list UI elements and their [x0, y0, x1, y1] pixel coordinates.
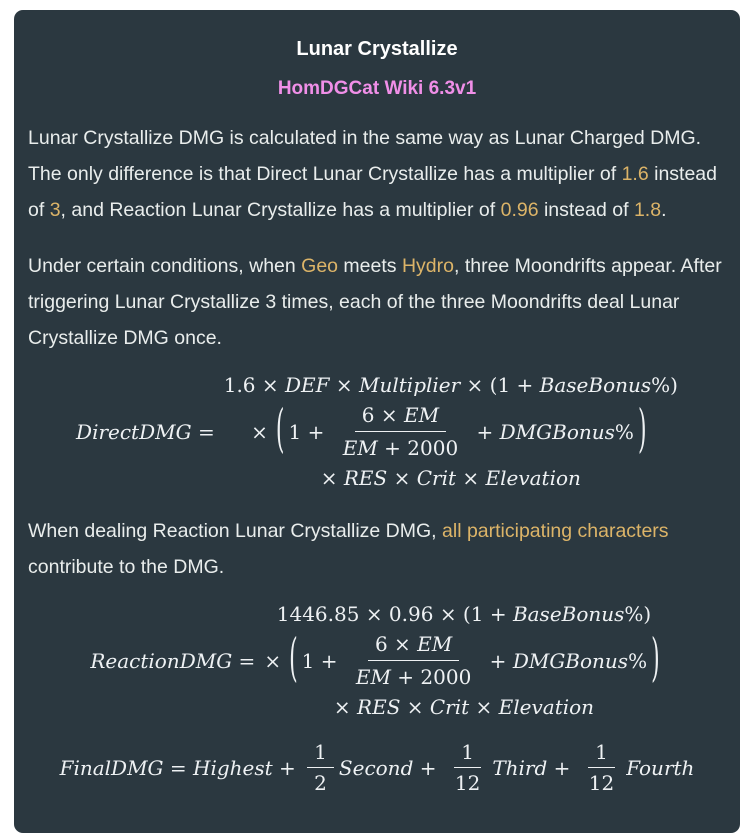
formula-line-1: 1446.85 × 0.96 × (1 + BaseBonus %) — [276, 602, 652, 626]
paragraph-direct-vs-reaction: Lunar Crystallize DMG is calculated in the same way as Lunar Charged DMG. The only difference is that Direct Lunar Crystallize has a multiplier of 1.6 instead of 3, and Reaction Lunar Crystallize has a multiplier of 0.96 instead of 1.8. — [28, 127, 717, 221]
fraction-numerator: 6 × EM — [368, 631, 459, 661]
fraction-numerator: 1 — [307, 740, 334, 768]
fraction-denominator: 12 — [454, 771, 481, 795]
times-operator: × — [251, 419, 268, 444]
open-paren: ( — [275, 400, 285, 460]
em-fraction — [336, 402, 465, 461]
formula-lhs: ReactionDMG = — [90, 648, 256, 673]
paragraph-moondrifts: Under certain conditions, when Geo meets Hydro, three Moondrifts appear. After triggering Lunar Crystallize 3 times, each of the three Moondrifts deal Lunar Crystallize DMG once. — [28, 255, 722, 349]
formula-rhs — [224, 370, 678, 493]
twelfth-fraction — [448, 740, 487, 795]
open-paren: ( — [289, 629, 298, 689]
formula-line-2-post: + DMGBonus% — [483, 648, 648, 673]
final-seg-4: Fourth — [626, 755, 695, 780]
wiki-card — [14, 10, 740, 833]
formula-lhs: DirectDMG = — [76, 419, 215, 444]
paragraph-reaction-contribution: When dealing Reaction Lunar Crystallize DMG, all participating characters contribute to the DMG. — [28, 520, 669, 578]
wiki-version-link[interactable]: HomDGCat Wiki 6.3v1 — [277, 78, 477, 99]
formula-line-3: × RES × Crit × Elevation — [320, 466, 581, 490]
fraction-denominator: 12 — [588, 771, 615, 795]
formula-line-1: 1.6 × DEF × Multiplier × (1 + BaseBonus %) — [223, 373, 678, 397]
times-operator: × — [264, 648, 282, 673]
formula-line-3: × RES × Crit × Elevation — [333, 695, 595, 719]
page-title: Lunar Crystallize — [296, 38, 458, 60]
formula-line-2-pre: 1 + — [301, 648, 344, 673]
fraction-denominator: EM + 2000 — [355, 665, 472, 689]
final-seg-2: Second + — [338, 755, 443, 780]
final-seg-3: Third + — [492, 755, 577, 780]
fraction-numerator: 1 — [588, 740, 615, 768]
em-fraction — [349, 631, 478, 690]
formula-line-2 — [264, 631, 663, 690]
formula-line-2-post: + DMGBonus% — [470, 419, 634, 444]
reaction-dmg-formula — [24, 599, 730, 722]
fraction-numerator: 1 — [454, 740, 481, 768]
formula-rhs — [264, 599, 663, 722]
final-seg-1: FinalDMG = Highest + — [59, 755, 303, 780]
close-paren: ) — [637, 400, 647, 460]
fraction-denominator: EM + 2000 — [342, 436, 459, 460]
close-paren: ) — [651, 629, 660, 689]
twelfth-fraction — [582, 740, 621, 795]
half-fraction — [307, 740, 334, 795]
fraction-numerator: 6 × EM — [355, 402, 446, 432]
formula-line-2-pre: 1 + — [288, 419, 331, 444]
fraction-denominator: 2 — [314, 771, 327, 795]
formula-line-2 — [251, 402, 650, 461]
direct-dmg-formula — [24, 370, 730, 493]
final-dmg-formula — [24, 740, 730, 795]
